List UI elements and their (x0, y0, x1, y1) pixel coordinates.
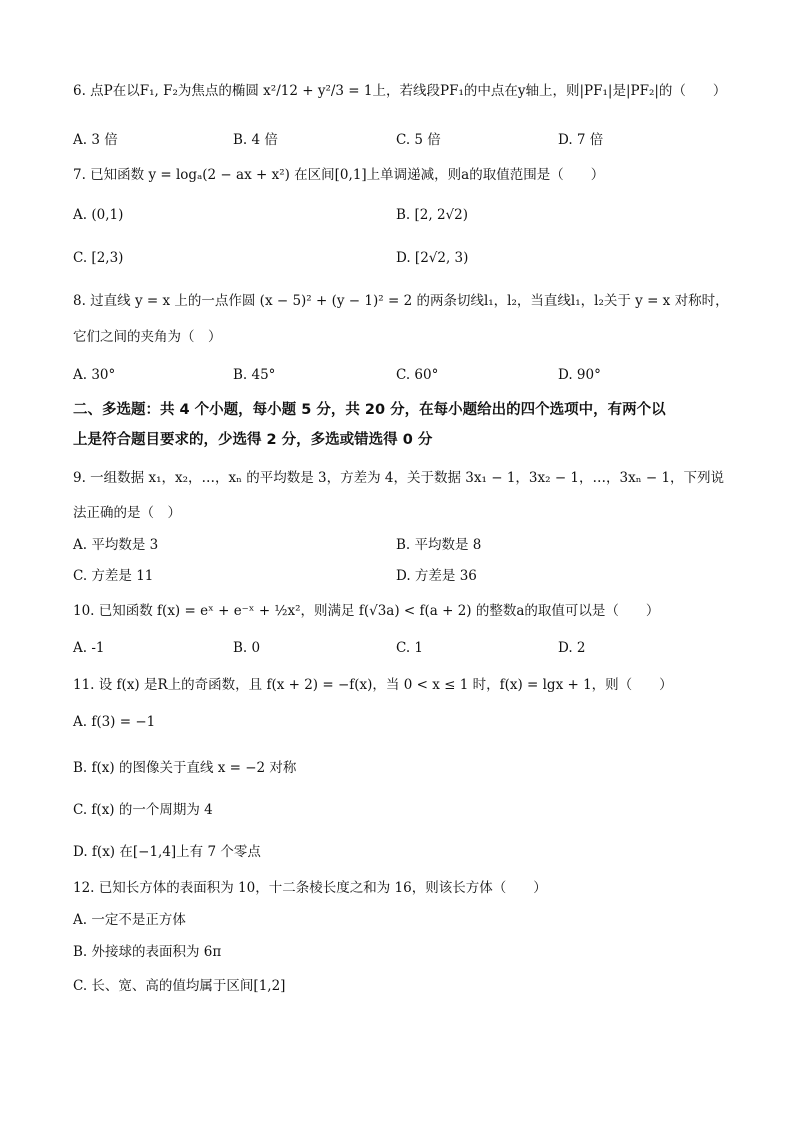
q12-option-c: C. 长、宽、高的值均属于区间[1,2] (73, 978, 286, 994)
q7-option-d: D. [2√2, 3) (396, 250, 469, 266)
q7-option-a: A. (0,1) (73, 207, 124, 223)
q11-option-c: C. f(x) 的一个周期为 4 (73, 802, 213, 818)
q8-option-d: D. 90° (558, 367, 601, 383)
q6-option-c: C. 5 倍 (396, 132, 441, 148)
q8-option-c: C. 60° (396, 367, 439, 383)
q11-stem: 11. 设 f(x) 是R上的奇函数，且 f(x + 2) = −f(x)，当 0 < x ≤ 1 时，f(x) = lgx + 1，则（ ） (73, 677, 673, 693)
section-heading-line1: 二、多选题：共 4 个小题，每小题 5 分，共 20 分，在每小题给出的四个选项中，有两个以 (73, 402, 666, 418)
q11-option-d: D. f(x) 在[−1,4]上有 7 个零点 (73, 844, 261, 860)
q6-option-d: D. 7 倍 (558, 132, 604, 148)
q8-option-a: A. 30° (73, 367, 116, 383)
q6-stem: 6. 点P在以F₁, F₂为焦点的椭圆 x²/12 + y²/3 = 1上，若线段PF₁的中点在y轴上，则|PF₁|是|PF₂|的（ ） (73, 83, 727, 99)
q9-stem-line2: 法正确的是（ ） (73, 505, 181, 521)
q11-option-b: B. f(x) 的图像关于直线 x = −2 对称 (73, 760, 297, 776)
q9-option-c: C. 方差是 11 (73, 568, 154, 584)
q7-option-b: B. [2, 2√2) (396, 207, 468, 223)
q12-option-a: A. 一定不是正方体 (73, 912, 186, 928)
q8-stem-line1: 8. 过直线 y = x 上的一点作圆 (x − 5)² + (y − 1)² = 2 的两条切线l₁，l₂，当直线l₁，l₂关于 y = x 对称时， (73, 293, 729, 309)
q10-option-c: C. 1 (396, 640, 424, 656)
q10-option-b: B. 0 (233, 640, 261, 656)
q6-option-b: B. 4 倍 (233, 132, 278, 148)
q10-option-d: D. 2 (558, 640, 586, 656)
q9-option-b: B. 平均数是 8 (396, 537, 482, 553)
q12-option-b: B. 外接球的表面积为 6π (73, 944, 222, 960)
q6-option-a: A. 3 倍 (73, 132, 118, 148)
q9-stem-line1: 9. 一组数据 x₁，x₂，…，xₙ 的平均数是 3，方差为 4，关于数据 3x₁ − 1，3x₂ − 1，…，3xₙ − 1，下列说 (73, 470, 725, 486)
q7-stem: 7. 已知函数 y = logₐ(2 − ax + x²) 在区间[0,1]上单调递减，则a的取值范围是（ ） (73, 167, 605, 183)
q10-option-a: A. -1 (73, 640, 105, 656)
q9-option-d: D. 方差是 36 (396, 568, 477, 584)
section-heading-line2: 上是符合题目要求的，少选得 2 分，多选或错选得 0 分 (73, 432, 433, 448)
q8-stem-line2: 它们之间的夹角为（ ） (73, 329, 222, 345)
q7-option-c: C. [2,3) (73, 250, 124, 266)
q12-stem: 12. 已知长方体的表面积为 10，十二条棱长度之和为 16，则该长方体（ ） (73, 880, 547, 896)
q10-stem: 10. 已知函数 f(x) = eˣ + e⁻ˣ + ½x²，则满足 f(√3a) < f(a + 2) 的整数a的取值可以是（ ） (73, 603, 660, 619)
q8-option-b: B. 45° (233, 367, 276, 383)
q11-option-a: A. f(3) = −1 (73, 714, 156, 730)
q9-option-a: A. 平均数是 3 (73, 537, 159, 553)
